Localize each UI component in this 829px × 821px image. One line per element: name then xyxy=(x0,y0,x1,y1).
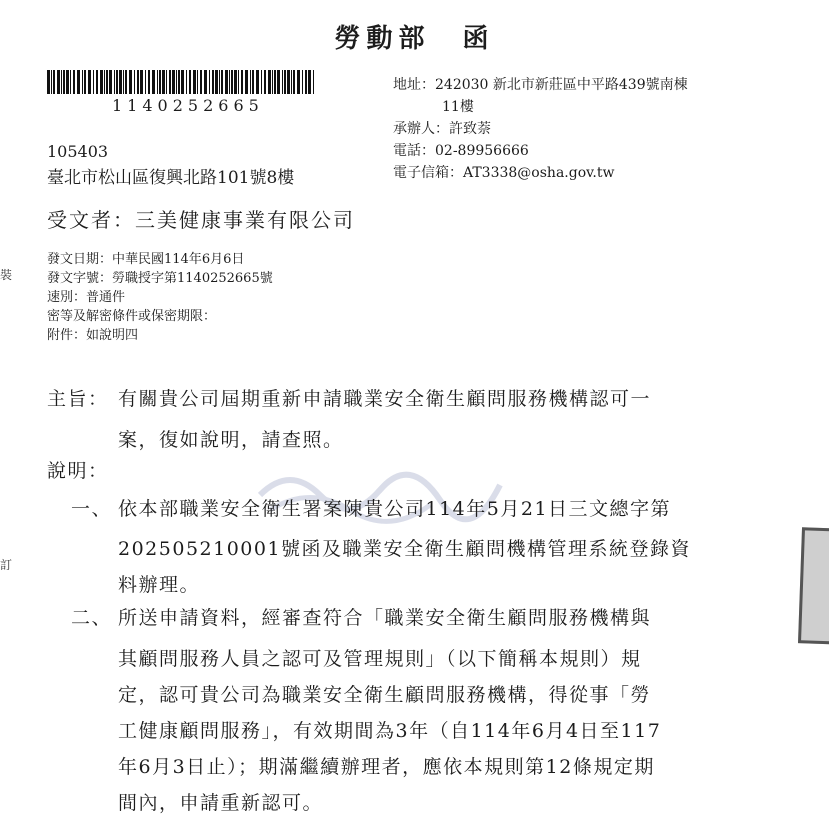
issue-date: 發文日期：中華民國114年6月6日 xyxy=(47,252,245,267)
item-line: 工健康顧問服務」，有效期間為3年（自114年6月4日至117 xyxy=(118,720,662,742)
item-line: 料辦理。 xyxy=(118,574,201,596)
item-line: 定，認可貴公司為職業安全衛生顧問服務機構，得從事「勞 xyxy=(118,684,652,706)
speed-class: 速別：普通件 xyxy=(47,290,126,305)
contact-block xyxy=(393,74,688,184)
item-marker: 二、 xyxy=(71,607,113,629)
meta-block xyxy=(47,250,273,345)
margin-mark-bottom: 訂 xyxy=(0,558,13,572)
sender-address-line2: 11樓 xyxy=(442,99,474,115)
explanation-label: 說明： xyxy=(47,460,109,482)
document-title: 勞動部 函 xyxy=(334,24,495,54)
secrecy-level: 密等及解密條件或保密期限： xyxy=(47,309,217,324)
subject-line-1: 有關貴公司屆期重新申請職業安全衛生顧問服務機構認可一 xyxy=(118,388,652,410)
item-line: 間內，申請重新認可。 xyxy=(118,792,324,814)
margin-mark-top: 裝 xyxy=(0,268,13,282)
document-number: 發文字號：勞職授字第1140252665號 xyxy=(47,271,273,286)
attachment: 附件：如說明四 xyxy=(47,328,139,343)
recipient-address: 臺北市松山區復興北路101號8樓 xyxy=(47,168,295,188)
phone: 電話：02-89956666 xyxy=(393,143,529,159)
postal-code: 105403 xyxy=(47,142,109,161)
item-line: 所送申請資料，經審查符合「職業安全衛生顧問服務機構與 xyxy=(118,607,652,629)
item-line: 202505210001號函及職業安全衛生顧問機構管理系統登錄資 xyxy=(118,538,692,560)
subject-line-2: 案，復如說明，請查照。 xyxy=(118,429,344,451)
item-line: 年6月3日止）；期滿繼續辦理者，應依本規則第12條規定期 xyxy=(118,756,655,778)
subject-label: 主旨： xyxy=(47,388,109,410)
stamp-seal xyxy=(798,527,829,645)
email: 電子信箱：AT3338@osha.gov.tw xyxy=(393,165,615,181)
sender-address-line1: 地址：242030 新北市新莊區中平路439號南棟 xyxy=(393,77,688,93)
recipient-line: 受文者：三美健康事業有限公司 xyxy=(47,208,355,232)
barcode xyxy=(47,70,317,94)
barcode-number: 1140252665 xyxy=(112,96,264,115)
handler: 承辦人：許致萘 xyxy=(393,121,491,137)
item-marker: 一、 xyxy=(71,498,113,520)
item-line: 其顧問服務人員之認可及管理規則」（以下簡稱本規則）規 xyxy=(118,648,642,670)
item-line: 依本部職業安全衛生署案陳貴公司114年5月21日三文總字第 xyxy=(118,498,672,520)
